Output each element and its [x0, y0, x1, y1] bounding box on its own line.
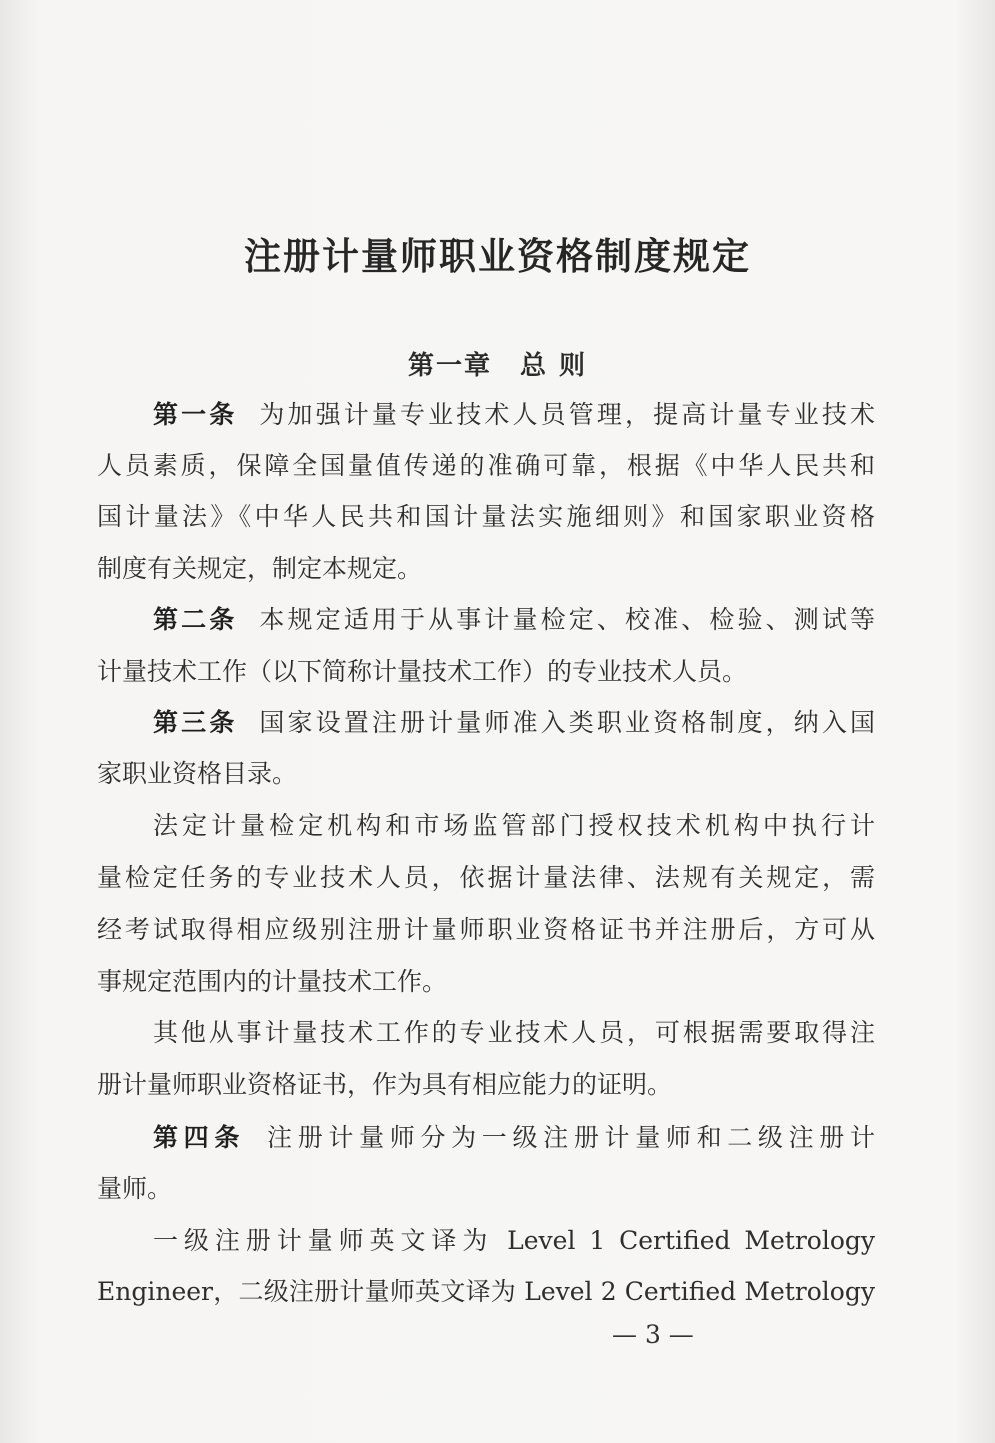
chapter-name: 总 则: [519, 351, 588, 381]
paragraph-line: 法定计量检定机构和市场监管部门授权技术机构中执行计: [153, 811, 875, 840]
paragraph-line: 量检定任务的专业技术人员，依据计量法律、法规有关规定，需: [97, 863, 875, 892]
paragraph-line: 计量技术工作（以下简称计量技术工作）的专业技术人员。: [97, 657, 748, 686]
paragraph-line: 经考试取得相应级别注册计量师职业资格证书并注册后，方可从: [97, 915, 875, 944]
paragraph-line: [153, 603, 875, 637]
paragraph-line: Engineer，二级注册计量师英文译为 Level 2 Certified Metrology: [97, 1277, 875, 1306]
paragraph-line: [153, 1121, 875, 1155]
line-text: 本规定适用于从事计量检定、校准、检验、测试等: [259, 605, 875, 634]
paragraph-line: 国计量法》《中华人民共和国计量法实施细则》和国家职业资格: [97, 502, 875, 531]
paragraph-line: 人员素质，保障全国量值传递的准确可靠，根据《中华人民共和: [97, 451, 875, 480]
chapter-number: 第一章: [407, 351, 492, 381]
line-text: 为加强计量专业技术人员管理，提高计量专业技术: [259, 400, 875, 429]
article-label: 第四条: [153, 1123, 246, 1152]
paragraph-line: [153, 706, 875, 740]
paragraph-line: 事规定范围内的计量技术工作。: [97, 967, 448, 996]
paragraph-line: 制度有关规定，制定本规定。: [97, 554, 423, 583]
paragraph-line: 量师。: [97, 1174, 173, 1203]
line-text: 注册计量师分为一级注册计量师和二级注册计: [267, 1123, 875, 1152]
paragraph-line: 其他从事计量技术工作的专业技术人员，可根据需要取得注: [153, 1018, 875, 1047]
article-label: 第一条: [153, 400, 238, 429]
paragraph-line: 一级注册计量师英文译为 Level 1 Certified Metrology: [153, 1226, 875, 1255]
line-text: 国家设置注册计量师准入类职业资格制度，纳入国: [259, 708, 875, 737]
article-label: 第二条: [153, 605, 238, 634]
paragraph-line: 家职业资格目录。: [97, 759, 298, 788]
page-number: — 3 —: [612, 1320, 694, 1349]
article-label: 第三条: [153, 708, 238, 737]
document-title: 注册计量师职业资格制度规定: [244, 234, 751, 278]
paragraph-line: [153, 398, 875, 432]
paragraph-line: 册计量师职业资格证书，作为具有相应能力的证明。: [97, 1070, 673, 1099]
chapter-heading: [0, 345, 995, 382]
